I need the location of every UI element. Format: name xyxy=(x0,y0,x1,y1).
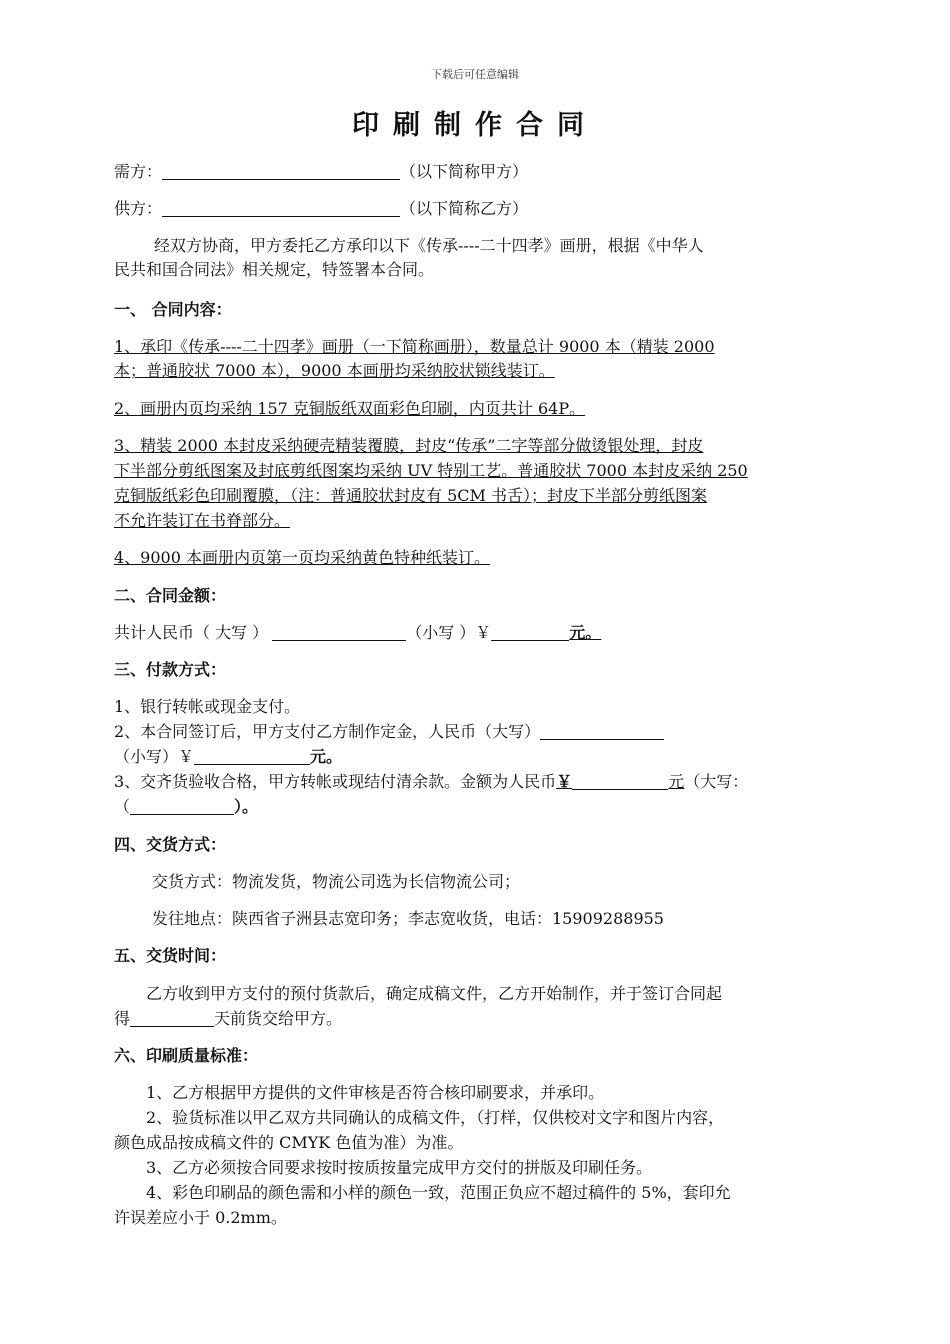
s5-line-2 xyxy=(114,1009,342,1029)
s1-item4: 4、9000 本画册内页第一页均采纳黄色特种纸装订。 xyxy=(114,548,490,567)
s2-xiaoxie-field[interactable] xyxy=(491,624,569,641)
s2-yuan: 元。 xyxy=(569,623,602,642)
s3-item1: 1、银行转帐或现金支付。 xyxy=(114,697,301,716)
party-b-suffix: （以下简称乙方） xyxy=(400,199,529,218)
party-b-line xyxy=(114,199,528,219)
section-6-heading: 六、印刷质量标准： xyxy=(114,1046,259,1065)
s3-item2-small-label: （小写）￥ xyxy=(114,747,195,766)
s2-xiaoxie-label: （小写 ）￥ xyxy=(406,623,492,642)
s5-days-field[interactable] xyxy=(130,1010,214,1027)
s2-daxie-field[interactable] xyxy=(272,624,406,641)
s3-item3-text: 3、交齐货验收合格，甲方转帐或现结付清余款。金额为人民币 xyxy=(114,772,557,791)
s3-item3-close: ）。 xyxy=(234,797,259,816)
party-a-field[interactable] xyxy=(162,163,400,180)
s6-item-3: 3、乙方必须按合同要求按时按质按量完成甲方交付的拼版及印刷任务。 xyxy=(146,1158,653,1177)
s3-item3-line1 xyxy=(114,772,748,792)
s5-line2-pre: 得 xyxy=(114,1009,131,1028)
s4-delivery-method: 交货方式：物流发货，物流公司选为长信物流公司； xyxy=(152,872,521,891)
s1-item1-line1: 1、承印《传承----二十四孝》画册（一下简称画册），数量总计 9000 本（精装 2000 xyxy=(114,337,715,356)
intro-line-1: 经双方协商，甲方委托乙方承印以下《传承----二十四孝》画册，根据《中华人 xyxy=(154,236,704,255)
s1-item2: 2、画册内页均采纳 157 克铜版纸双面彩色印刷，内页共计 64P。 xyxy=(114,399,586,418)
s3-item3-line2 xyxy=(114,797,258,817)
section-4-heading: 四、交货方式： xyxy=(114,835,227,854)
s1-item3-line1: 3、精装 2000 本封皮采纳硬壳精装覆膜，封皮“传承”二字等部分做烫银处理，封皮 xyxy=(114,436,704,455)
party-b-label: 供方： xyxy=(114,199,163,218)
s3-item3-open: （ xyxy=(114,797,131,816)
s3-item3-yen: ￥ xyxy=(556,772,573,791)
s1-item3-line3: 克铜版纸彩色印刷覆膜，（注：普通胶状封皮有 5CM 书舌）；封皮下半部分剪纸图案 xyxy=(114,486,707,505)
s6-item-4-line2: 许误差应小于 0.2mm。 xyxy=(114,1208,287,1227)
s6-item-2-line2: 颜色成品按成稿文件的 CMYK 色值为准）为准。 xyxy=(114,1133,464,1152)
section-3-heading: 三、付款方式： xyxy=(114,660,227,679)
s5-line2-post: 天前货交给甲方。 xyxy=(214,1009,343,1028)
section-1-heading: 一、 合同内容： xyxy=(114,300,232,319)
s5-line-1: 乙方收到甲方支付的预付货款后，确定成稿文件，乙方开始制作，并于签订合同起 xyxy=(146,984,723,1003)
intro-line-2: 民共和国合同法》相关规定，特签署本合同。 xyxy=(114,260,435,279)
s3-item2-text: 2、本合同签订后，甲方支付乙方制作定金，人民币（大写） xyxy=(114,722,541,741)
s6-item-2-line1: 2、验货标准以甲乙双方共同确认的成稿文件，（打样，仅供校对文字和图片内容， xyxy=(146,1108,725,1127)
s2-daxie-label: 共计人民币（ 大写 ） xyxy=(114,623,269,642)
party-a-label: 需方： xyxy=(114,162,163,181)
s3-deposit-daxie-field[interactable] xyxy=(540,723,664,740)
s3-item2-line1 xyxy=(114,722,664,742)
section-2-heading: 二、合同金额： xyxy=(114,586,227,605)
party-b-field[interactable] xyxy=(162,200,400,217)
header-note: 下载后可任意编辑 xyxy=(431,68,519,81)
s3-item3-daxie: （大写： xyxy=(684,772,749,791)
s3-balance-field[interactable] xyxy=(572,773,668,790)
s3-deposit-xiaoxie-field[interactable] xyxy=(194,748,310,765)
s3-balance-daxie-field[interactable] xyxy=(130,798,234,815)
s1-item3-line4: 不允许装订在书脊部分。 xyxy=(114,511,291,530)
s1-item3-line2: 下半部分剪纸图案及封底剪纸图案均采纳 UV 特别工艺。普通胶状 7000 本封皮采纳 250 xyxy=(114,461,748,480)
s6-item-1: 1、乙方根据甲方提供的文件审核是否符合核印刷要求，并承印。 xyxy=(146,1083,605,1102)
s3-item2-line2 xyxy=(114,747,342,767)
s1-item1-line2: 本；普通胶状 7000 本），9000 本画册均采纳胶状锁线装订。 xyxy=(114,361,555,380)
s2-amount-line xyxy=(114,623,601,643)
page-title: 印刷制作合同 xyxy=(352,110,598,141)
section-5-heading: 五、交货时间： xyxy=(114,946,227,965)
party-a-line xyxy=(114,162,528,182)
s3-item3-yuan: 元 xyxy=(668,772,685,791)
party-a-suffix: （以下简称甲方） xyxy=(400,162,529,181)
s6-item-4-line1: 4、彩色印刷品的颜色需和小样的颜色一致，范围正负应不超过稿件的 5%，套印允 xyxy=(146,1183,731,1202)
s4-delivery-address: 发往地点：陕西省子洲县志宽印务；李志宽收货，电话：15909288955 xyxy=(152,909,664,928)
s3-item2-yuan: 元。 xyxy=(310,747,343,766)
